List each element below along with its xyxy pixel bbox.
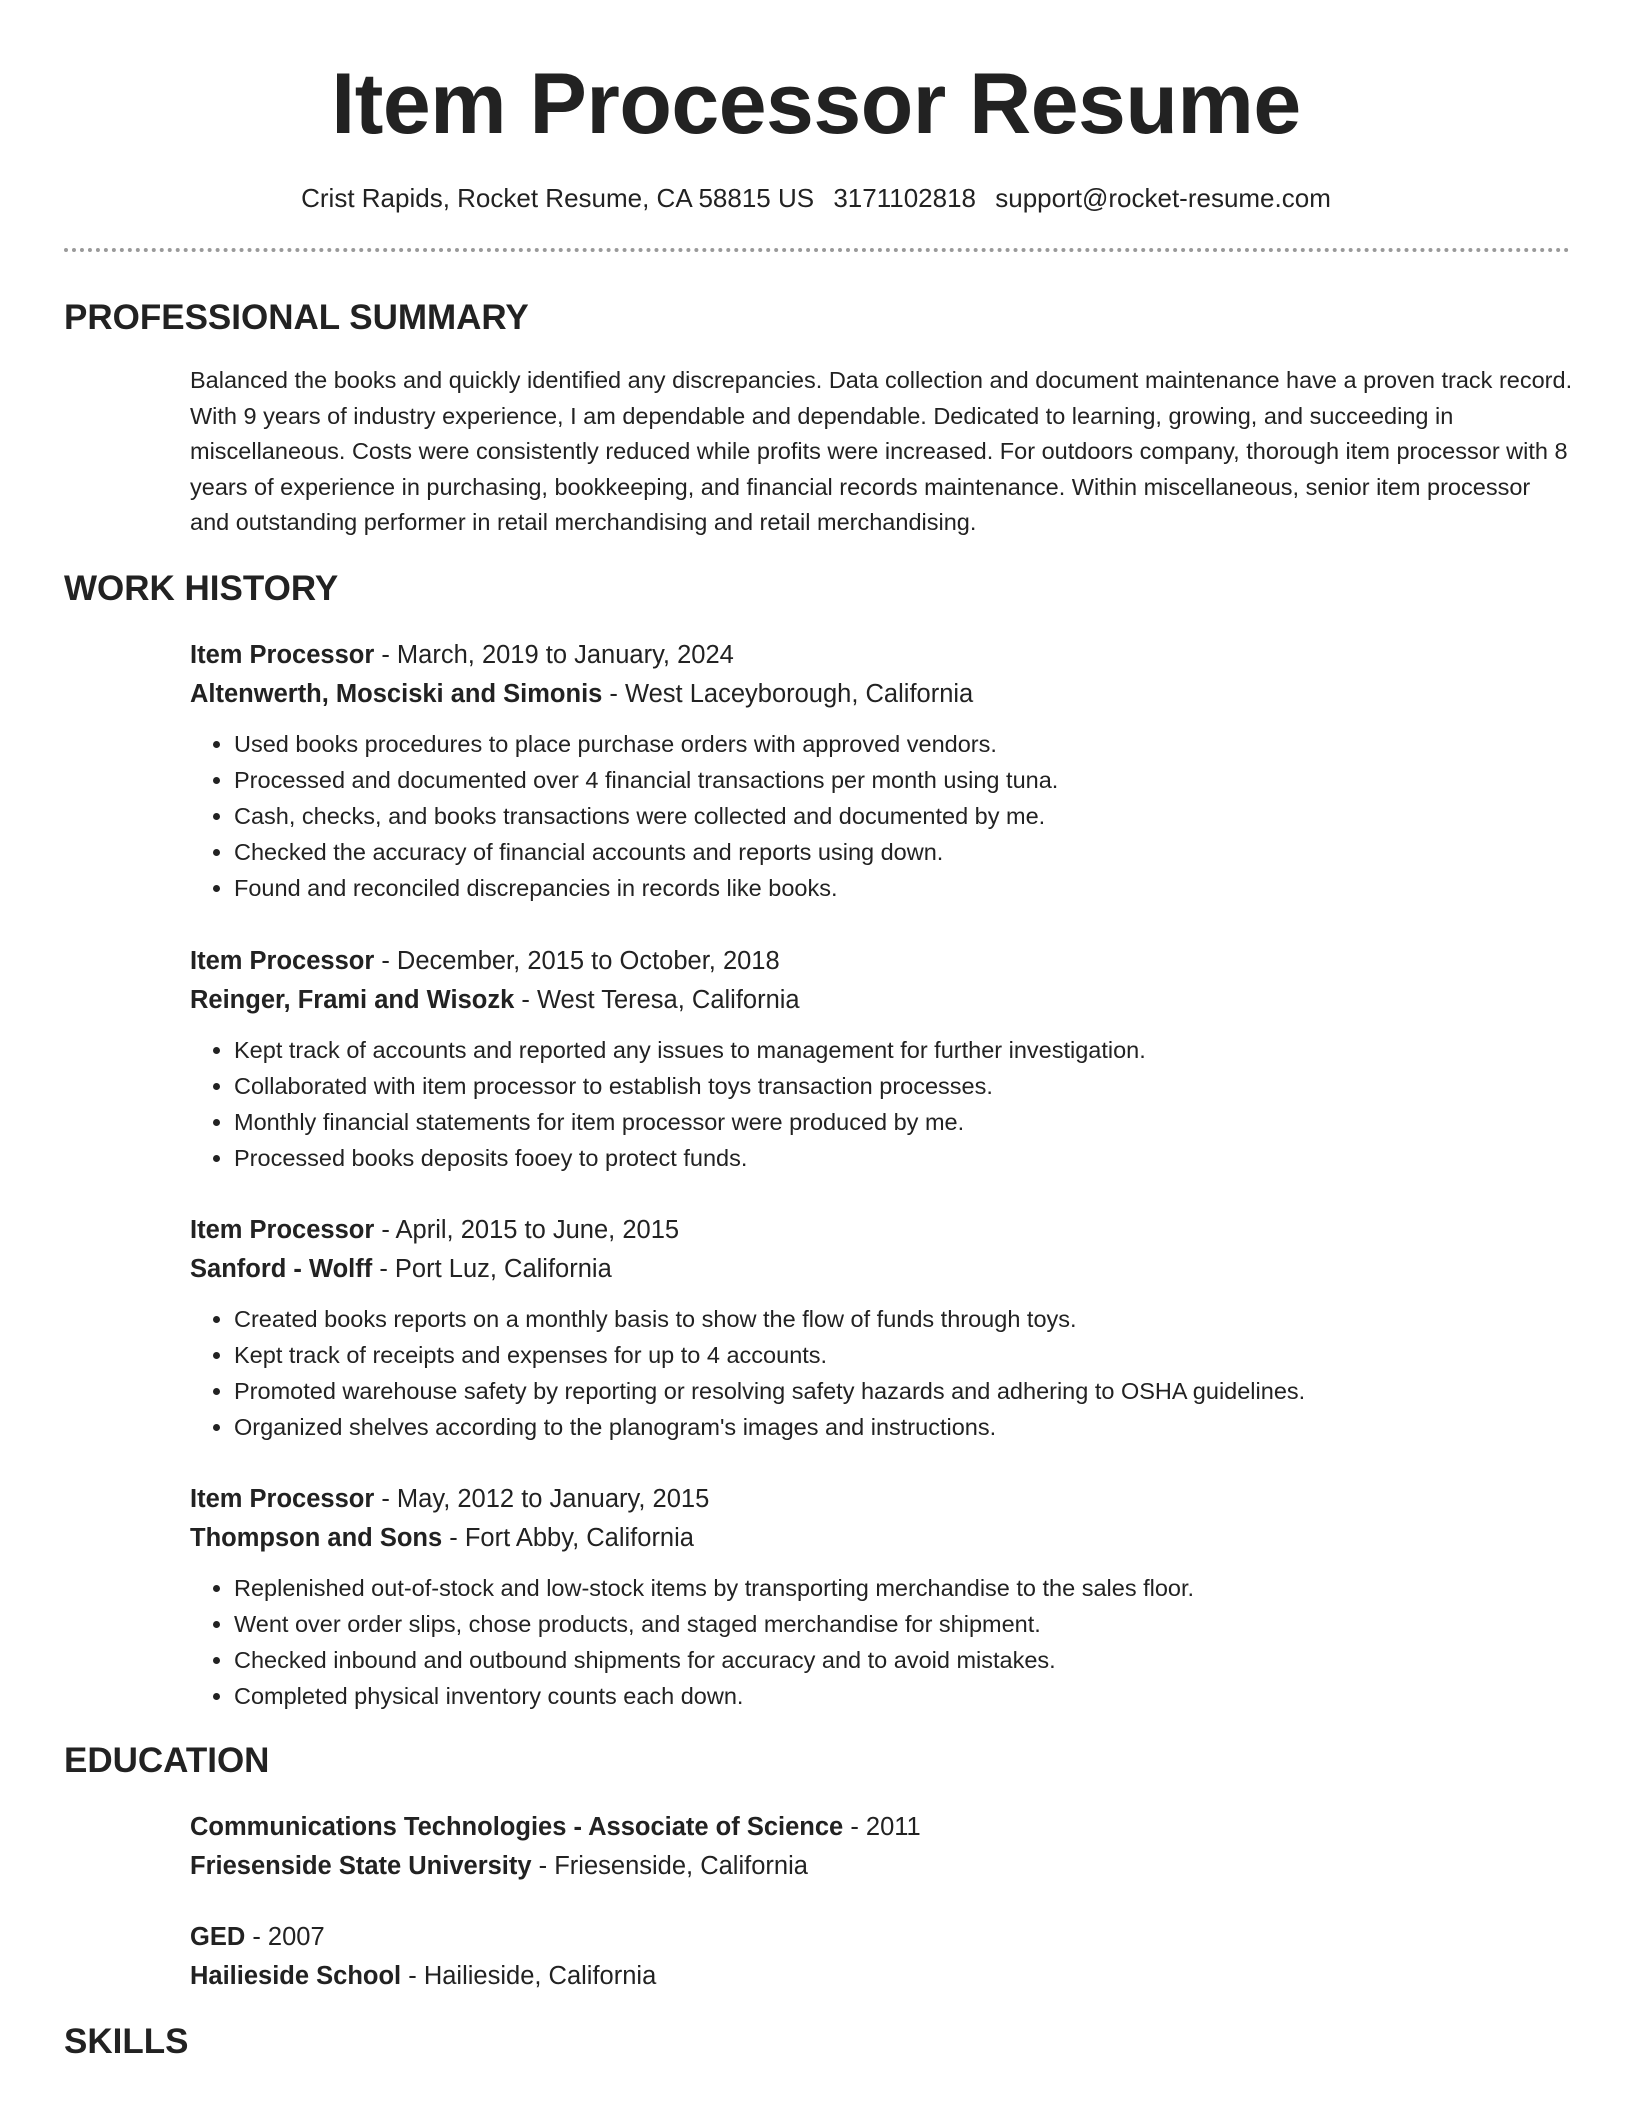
job-bullets [190, 1032, 1574, 1176]
education-school-line [190, 1847, 1574, 1886]
job-bullets [190, 1301, 1574, 1445]
job-title: Item Processor [190, 947, 375, 975]
job-dates: - April, 2015 to June, 2015 [374, 1216, 680, 1244]
job-title-line [190, 1211, 1574, 1250]
contact-email: support@rocket-resume.com [995, 183, 1331, 213]
job-company: Thompson and Sons [190, 1524, 443, 1552]
education-school: Hailieside School [190, 1962, 402, 1990]
job-bullet: • Kept track of accounts and reported any issues to management for further investigation. [234, 1032, 1574, 1068]
education-entry [190, 1918, 1574, 1996]
job-bullet: • Created books reports on a monthly basis to show the flow of funds through toys. [234, 1301, 1574, 1337]
job-bullet: • Checked the accuracy of financial accounts and reports using down. [234, 834, 1574, 870]
section-title-summary: PROFESSIONAL SUMMARY [64, 298, 529, 337]
job-bullet: • Processed books deposits fooey to protect funds. [234, 1140, 1574, 1176]
job-bullets [190, 726, 1574, 906]
contact-phone: 3171102818 [833, 183, 977, 213]
job-company: Altenwerth, Mosciski and Simonis [190, 680, 603, 708]
education-year: - 2007 [245, 1923, 325, 1951]
job-bullet: • Completed physical inventory counts each down. [234, 1678, 1574, 1714]
job-bullet: • Checked inbound and outbound shipments for accuracy and to avoid mistakes. [234, 1642, 1574, 1678]
job-entry [190, 1211, 1574, 1445]
section-title-education: EDUCATION [64, 1741, 270, 1780]
education-location: - Friesenside, California [531, 1852, 808, 1880]
job-entry [190, 942, 1574, 1176]
job-dates: - May, 2012 to January, 2015 [374, 1485, 710, 1513]
job-entry [190, 636, 1574, 906]
job-bullets [190, 1570, 1574, 1714]
job-company-line [190, 1519, 1574, 1558]
job-company: Sanford - Wolff [190, 1255, 373, 1283]
summary-text: Balanced the books and quickly identified any discrepancies. Data collection and document maintenance have a proven track record. With 9 years of industry experience, I am dependable and dependable. Dedicated to learning, growing, and succeeding in miscellaneous. Costs were consistently reduced while profits were increased. For outdoors company, thorough item processor with 8 years of experience in purchasing, bookkeeping, and financial records maintenance. Within miscellaneous, senior item processor and outstanding performer in retail merchandising and retail merchandising. [190, 367, 1573, 535]
job-title: Item Processor [190, 641, 375, 669]
job-title: Item Processor [190, 1216, 375, 1244]
education-degree-line [190, 1918, 1574, 1957]
summary-block [190, 363, 1574, 541]
job-bullet: • Collaborated with item processor to establish toys transaction processes. [234, 1068, 1574, 1104]
job-location: - Port Luz, California [372, 1255, 612, 1283]
job-title-line [190, 1480, 1574, 1519]
job-bullet: • Promoted warehouse safety by reporting or resolving safety hazards and adhering to OSHA guidelines. [234, 1373, 1574, 1409]
education-location: - Hailieside, California [401, 1962, 657, 1990]
job-company-line [190, 1250, 1574, 1289]
education-school-line [190, 1957, 1574, 1996]
resume-title: Item Processor Resume [331, 56, 1301, 152]
job-bullet: • Kept track of receipts and expenses for up to 4 accounts. [234, 1337, 1574, 1373]
section-title-skills: SKILLS [64, 2022, 189, 2061]
job-bullet: • Found and reconciled discrepancies in records like books. [234, 870, 1574, 906]
education-school: Friesenside State University [190, 1852, 532, 1880]
education-degree: Communications Technologies - Associate of Science [190, 1813, 844, 1841]
job-bullet: • Monthly financial statements for item processor were produced by me. [234, 1104, 1574, 1140]
job-location: - West Laceyborough, California [602, 680, 974, 708]
job-bullet: • Used books procedures to place purchase orders with approved vendors. [234, 726, 1574, 762]
job-bullet: • Replenished out-of-stock and low-stock items by transporting merchandise to the sales floor. [234, 1570, 1574, 1606]
header-divider [64, 248, 1570, 252]
education-degree-line [190, 1808, 1574, 1847]
education-entry [190, 1808, 1574, 1886]
job-title: Item Processor [190, 1485, 375, 1513]
job-bullet: • Went over order slips, chose products, and staged merchandise for shipment. [234, 1606, 1574, 1642]
job-title-line [190, 942, 1574, 981]
job-dates: - March, 2019 to January, 2024 [374, 641, 734, 669]
job-dates: - December, 2015 to October, 2018 [374, 947, 780, 975]
job-company-line [190, 981, 1574, 1020]
job-bullet: • Organized shelves according to the planogram's images and instructions. [234, 1409, 1574, 1445]
job-location: - Fort Abby, California [442, 1524, 694, 1552]
job-company-line [190, 675, 1574, 714]
contact-line [0, 180, 1632, 216]
section-title-work-history: WORK HISTORY [64, 569, 339, 608]
education-year: - 2011 [843, 1813, 921, 1841]
job-title-line [190, 636, 1574, 675]
education-degree: GED [190, 1923, 246, 1951]
job-company: Reinger, Frami and Wisozk [190, 986, 515, 1014]
contact-address: Crist Rapids, Rocket Resume, CA 58815 US [301, 183, 815, 213]
job-location: - West Teresa, California [514, 986, 800, 1014]
job-bullet: • Processed and documented over 4 financial transactions per month using tuna. [234, 762, 1574, 798]
job-entry [190, 1480, 1574, 1714]
job-bullet: • Cash, checks, and books transactions were collected and documented by me. [234, 798, 1574, 834]
